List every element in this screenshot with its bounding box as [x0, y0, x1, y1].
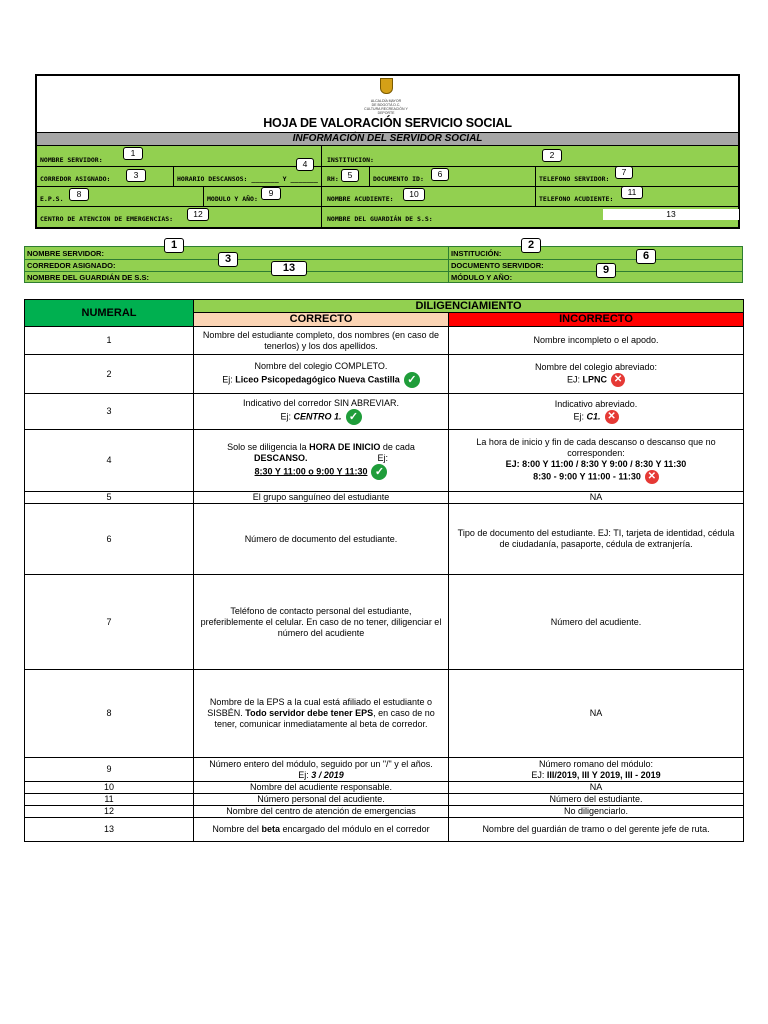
label-documento-id: DOCUMENTO ID:: [373, 175, 424, 183]
incorrecto-example: [453, 373, 739, 387]
correcto-line-1: [198, 442, 444, 453]
correcto-line-1: Nombre del colegio COMPLETO.: [254, 360, 388, 371]
text-part: Nombre del: [212, 824, 259, 834]
label2-nombre-servidor: NOMBRE SERVIDOR:: [27, 249, 104, 258]
marker-7[interactable]: 7: [615, 166, 633, 179]
row-num: 5: [25, 492, 194, 504]
label2-documento-servidor: DOCUMENTO SERVIDOR:: [451, 261, 544, 270]
header-incorrecto: INCORRECTO: [449, 313, 744, 327]
row-num: 3: [25, 394, 194, 430]
row-incorrecto: NA: [449, 782, 744, 794]
correcto-example: [198, 409, 444, 425]
ej-label: Ej:: [280, 411, 291, 422]
row-incorrecto: [449, 758, 744, 782]
incorrecto-line-1: Nombre del colegio abreviado:: [534, 361, 658, 372]
label-institucion: INSTITUCION:: [327, 156, 374, 164]
text-part: Solo se diligencia la: [227, 441, 307, 452]
row-incorrecto: Número del acudiente.: [449, 575, 744, 670]
text-part: , en caso de no tener, comunicar inmediatamente al beta de corredor.: [214, 708, 435, 729]
row-num: 4: [25, 430, 194, 492]
row-num: 13: [25, 818, 194, 842]
row-correcto: [194, 818, 449, 842]
form-title: HOJA DE VALORACIÓN SERVICIO SOCIAL: [263, 116, 512, 130]
label-nombre-guardian: NOMBRE DEL GUARDIÁN DE S.S:: [327, 215, 433, 223]
row-correcto: Número de documento del estudiante.: [194, 504, 449, 575]
cross-icon: ✕: [645, 470, 659, 484]
ej-label: Ej:: [377, 452, 389, 463]
marker-12[interactable]: 12: [187, 208, 209, 221]
header-diligenciamiento: DILIGENCIAMIENTO: [194, 300, 744, 313]
row-correcto: Teléfono de contacto personal del estudiante, preferiblemente el celular. En caso de no tener, diligenciar el número del acudiente: [194, 575, 449, 670]
marker-8[interactable]: 8: [69, 188, 89, 201]
label2-corredor-asignado: CORREDOR ASIGNADO:: [27, 261, 116, 270]
label-telefono-acudiente: TELEFONO ACUDIENTE:: [539, 195, 614, 203]
text-bold: beta: [261, 824, 280, 834]
table-row: [25, 430, 744, 492]
form-fields-area: [37, 146, 738, 227]
check-icon: ✓: [404, 372, 420, 388]
label-modulo-ano: MODULO Y AÑO:: [207, 195, 258, 203]
incorrecto-line-1: La hora de inicio y fin de cada descanso o descanso que no corresponden:: [476, 437, 716, 458]
form-divider-5: [203, 186, 204, 206]
incorrecto-line-1: Indicativo abreviado.: [554, 399, 638, 409]
marker2-1[interactable]: 1: [164, 238, 184, 253]
resumen-row-divider-1: [25, 259, 742, 260]
text-bold: DESCANSO.: [253, 452, 308, 463]
incorrecto-line-3: [453, 470, 739, 484]
row-correcto: El grupo sanguíneo del estudiante: [194, 492, 449, 504]
correcto-example: [198, 770, 444, 781]
row-incorrecto: Nombre del guardián de tramo o del gerente jefe de ruta.: [449, 818, 744, 842]
check-icon: ✓: [371, 464, 387, 480]
row-incorrecto: Nombre incompleto o el apodo.: [449, 327, 744, 355]
table-row: [25, 394, 744, 430]
label2-institucion: INSTITUCIÓN:: [451, 249, 502, 258]
header-correcto: CORRECTO: [194, 313, 449, 327]
row-incorrecto: [449, 355, 744, 394]
alcaldia-logo: [361, 78, 411, 114]
text-part: encargado del módulo en el corredor: [282, 824, 430, 834]
row-num: 2: [25, 355, 194, 394]
form-divider-4: [535, 166, 536, 186]
table-row: [25, 794, 744, 806]
row-correcto: Nombre del estudiante completo, dos nombres (en caso de tenerlos) y los dos apellidos.: [194, 327, 449, 355]
form-divider: [321, 146, 322, 227]
row-correcto: Número personal del acudiente.: [194, 794, 449, 806]
label-corredor-asignado: CORREDOR ASIGNADO:: [40, 175, 111, 183]
logo-text-3: CULTURA RECREACIÓN Y DEPORTE: [364, 107, 408, 115]
row-incorrecto: [449, 430, 744, 492]
ej-label: EJ:: [531, 769, 545, 780]
row-correcto: [194, 670, 449, 758]
check-icon: ✓: [346, 409, 362, 425]
row-correcto: [194, 758, 449, 782]
marker-10[interactable]: 10: [403, 188, 425, 201]
correcto-line-2: [198, 453, 444, 464]
ej-label: Ej:: [573, 411, 584, 422]
marker-4[interactable]: 4: [296, 158, 314, 171]
form-divider-2: [173, 166, 174, 186]
ej-label: Ej:: [298, 769, 309, 780]
label-horario-descansos: HORARIO DESCANSOS: _______ Y _______: [177, 175, 318, 183]
label2-modulo-ano: MÓDULO Y AÑO:: [451, 273, 513, 282]
example-value: 8:30 - 9:00 Y 11:00 - 11:30: [533, 471, 641, 482]
row-correcto: [194, 355, 449, 394]
incorrecto-example: [453, 770, 739, 781]
label-nombre-acudiente: NOMBRE ACUDIENTE:: [327, 195, 394, 203]
label-rh: RH:: [327, 175, 339, 183]
ej-label: Ej:: [222, 373, 233, 384]
header-numeral: NUMERAL: [25, 300, 194, 327]
table-row: [25, 492, 744, 504]
label-eps: E.P.S.: [40, 195, 64, 203]
correcto-example: [198, 464, 444, 480]
row-num: 9: [25, 758, 194, 782]
row-num: 1: [25, 327, 194, 355]
row-num: 11: [25, 794, 194, 806]
row-incorrecto: Número del estudiante.: [449, 794, 744, 806]
row-correcto: [194, 394, 449, 430]
text-part: Nombre de la EPS a la cual está afiliado el estudiante o SISBÉN.: [207, 697, 433, 718]
row-num: 10: [25, 782, 194, 794]
table-row: [25, 758, 744, 782]
logo-text-2: DE BOGOTÁ D.C.: [371, 103, 401, 107]
label-nombre-servidor: NOMBRE SERVIDOR:: [40, 156, 103, 164]
form-divider-6: [535, 186, 536, 206]
row-num: 6: [25, 504, 194, 575]
ej-label: EJ:: [566, 373, 580, 384]
form-divider-3: [369, 166, 370, 186]
cross-icon: ✕: [611, 373, 625, 387]
marker-6[interactable]: 6: [431, 168, 449, 181]
table-row: [25, 504, 744, 575]
table-row: [25, 818, 744, 842]
logo-text-1: ALCALDÍA MAYOR: [370, 99, 402, 103]
correcto-line-1: Indicativo del corredor SIN ABREVIAR.: [242, 398, 400, 408]
form-subtitle: INFORMACIÓN DEL SERVIDOR SOCIAL: [37, 132, 738, 146]
correcto-line-1: Número entero del módulo, seguido por un "/" y el años.: [209, 758, 433, 769]
example-value: Liceo Psicopedagógico Nueva Castilla: [235, 373, 400, 384]
example-value: LPNC: [582, 373, 608, 384]
servidor-form: [35, 74, 740, 229]
example-value: III/2019, III Y 2019, III - 2019: [546, 769, 661, 780]
table-row: [25, 327, 744, 355]
marker-3[interactable]: 3: [126, 169, 146, 182]
row-incorrecto: Tipo de documento del estudiante. EJ: TI, tarjeta de identidad, cédula de ciudadanía, pasaporte, cédula de extranjería.: [449, 504, 744, 575]
marker-5[interactable]: 5: [341, 169, 359, 182]
row-correcto: Nombre del centro de atención de emergencias: [194, 806, 449, 818]
cross-icon: ✕: [605, 410, 619, 424]
label-telefono-servidor: TELEFONO SERVIDOR:: [539, 175, 610, 183]
row-correcto: [194, 430, 449, 492]
text-bold: Todo servidor debe tener EPS: [245, 708, 374, 718]
diligenciamiento-table: [24, 299, 744, 842]
marker2-6[interactable]: 6: [636, 249, 656, 264]
table-row: [25, 782, 744, 794]
marker2-13[interactable]: 13: [271, 261, 307, 276]
table-row: [25, 355, 744, 394]
resumen-col-divider: [448, 247, 449, 282]
correcto-example: [198, 372, 444, 388]
marker2-2[interactable]: 2: [521, 238, 541, 253]
row-num: 12: [25, 806, 194, 818]
resumen-row-divider-2: [25, 271, 742, 272]
label-centro-atencion: CENTRO DE ATENCION DE EMERGENCIAS:: [40, 215, 174, 223]
marker-11[interactable]: 11: [621, 186, 643, 199]
row-num: 7: [25, 575, 194, 670]
label2-nombre-guardian: NOMBRE DEL GUARDIÁN DE S.S:: [27, 273, 149, 282]
marker-2[interactable]: 2: [542, 149, 562, 162]
marker-13[interactable]: 13: [603, 209, 739, 220]
row-incorrecto: NA: [449, 670, 744, 758]
row-incorrecto: No diligenciarlo.: [449, 806, 744, 818]
table-row: [25, 806, 744, 818]
example-value: 3 / 2019: [311, 769, 344, 780]
marker-9[interactable]: 9: [261, 187, 281, 200]
text-part: de cada: [382, 441, 415, 452]
marker-1[interactable]: 1: [123, 147, 143, 160]
row-correcto: Nombre del acudiente responsable.: [194, 782, 449, 794]
example-value: CENTRO 1.: [293, 411, 342, 422]
table-row: [25, 670, 744, 758]
text-bold: HORA DE INICIO: [309, 441, 381, 452]
marker2-3[interactable]: 3: [218, 252, 238, 267]
incorrecto-example: [453, 410, 739, 424]
row-incorrecto: NA: [449, 492, 744, 504]
resumen-form: [24, 239, 743, 283]
row-num: 8: [25, 670, 194, 758]
incorrecto-line-1: Número romano del módulo:: [538, 758, 654, 769]
incorrecto-line-2: EJ: 8:00 Y 11:00 / 8:30 Y 9:00 / 8:30 Y 11:30: [505, 459, 687, 469]
example-value: C1.: [586, 411, 601, 422]
example-value: 8:30 Y 11:00 o 9:00 Y 11:30: [254, 465, 368, 476]
table-row: [25, 575, 744, 670]
coat-of-arms-icon: [380, 78, 393, 94]
marker2-9[interactable]: 9: [596, 263, 616, 278]
row-incorrecto: [449, 394, 744, 430]
